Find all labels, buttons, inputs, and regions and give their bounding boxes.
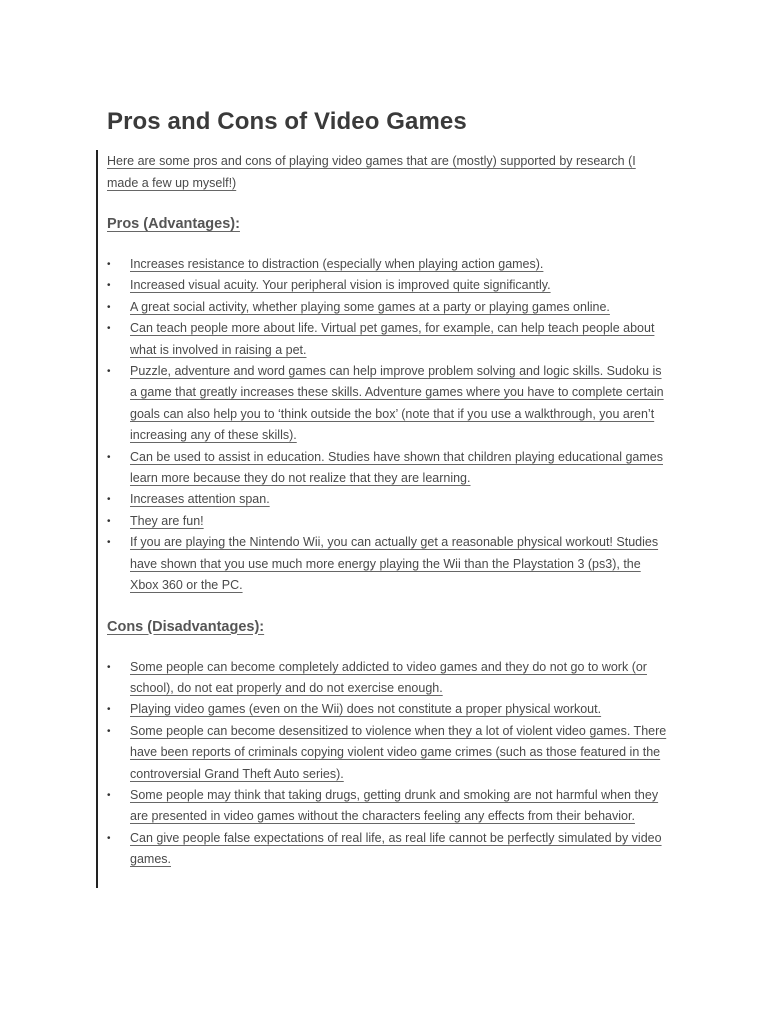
list-item-text: Increases resistance to distraction (especially when playing action games). (130, 257, 544, 271)
intro-paragraph (107, 151, 667, 194)
content-left-rule (96, 150, 98, 888)
cons-heading (107, 617, 667, 637)
list-item-text: Some people may think that taking drugs, getting drunk and smoking are not harmful when they are presented in video games without the characters feeling any effects from their behavior. (130, 787, 659, 824)
list-item-text: If you are playing the Nintendo Wii, you can actually get a reasonable physical workout! Studies have shown that you use much more energy playing the Wii than the Playstation 3 (ps3), the Xbox 360 or the PC. (130, 535, 659, 593)
list-item-text: Increased visual acuity. Your peripheral vision is improved quite significantly. (130, 278, 551, 293)
bullet-icon: • (107, 832, 111, 844)
intro-text: Here are some pros and cons of playing video games that are (mostly) supported by research (I made a few up myself!) (107, 154, 636, 190)
list-item (107, 318, 667, 361)
list-item (107, 699, 667, 720)
list-item-text: They are fun! (130, 513, 204, 528)
list-item (107, 297, 667, 318)
list-item-text: Can be used to assist in education. Studies have shown that children playing educational games learn more because they do not realize that they are learning. (130, 449, 663, 486)
bullet-icon: • (107, 323, 111, 335)
list-item-text: A great social activity, whether playing some games at a party or playing games online. (130, 299, 610, 314)
bullet-icon: • (107, 789, 111, 801)
bullet-icon: • (107, 537, 111, 549)
bullet-icon: • (107, 259, 111, 270)
list-item-text: Increases attention span. (130, 492, 270, 507)
list-item-text: Puzzle, adventure and word games can help improve problem solving and logic skills. Sudoku is a game that greatly increases these skills. Adventure games where you have to complete certain goals can also help you to ‘think outside the box’ (note that if you use a walkthrough, you aren’t increasing any of these skills). (130, 364, 664, 443)
list-item (107, 275, 667, 296)
page-title: Pros and Cons of Video Games (107, 108, 467, 135)
list-item (107, 657, 667, 700)
bullet-icon: • (107, 366, 111, 378)
list-item (107, 361, 667, 447)
list-item-text: Can give people false expectations of real life, as real life cannot be perfectly simulated by video games. (130, 830, 662, 867)
bullet-icon: • (107, 661, 111, 673)
pros-heading (107, 214, 667, 234)
list-item-text: Can teach people more about life. Virtual pet games, for example, can help teach people about what is involved in raising a pet. (130, 321, 655, 357)
pros-heading-text: Pros (Advantages): (107, 216, 240, 232)
bullet-icon: • (107, 494, 111, 506)
pros-list (107, 254, 667, 597)
list-item (107, 828, 667, 871)
bullet-icon: • (107, 301, 111, 313)
list-item-text: Playing video games (even on the Wii) does not constitute a proper physical workout. (130, 702, 602, 717)
bullet-icon: • (107, 725, 111, 737)
list-item (107, 785, 667, 828)
list-item (107, 254, 667, 275)
list-item-text: Some people can become desensitized to violence when they a lot of violent video games. There have been reports of criminals copying violent video game crimes (such as those featured in the controversial Grand Theft Auto series). (130, 723, 667, 781)
cons-heading-text: Cons (Disadvantages): (107, 618, 265, 635)
document-body (107, 151, 667, 871)
list-item-text: Some people can become completely addicted to video games and they do not go to work (or school), do not eat properly and do not exercise enough. (130, 659, 647, 695)
bullet-icon: • (107, 704, 111, 716)
list-item (107, 532, 667, 596)
list-item (107, 447, 667, 490)
bullet-icon: • (107, 280, 111, 292)
list-item (107, 489, 667, 510)
bullet-icon: • (107, 451, 111, 463)
cons-list (107, 657, 667, 871)
list-item (107, 511, 667, 532)
bullet-icon: • (107, 515, 111, 527)
list-item (107, 721, 667, 785)
